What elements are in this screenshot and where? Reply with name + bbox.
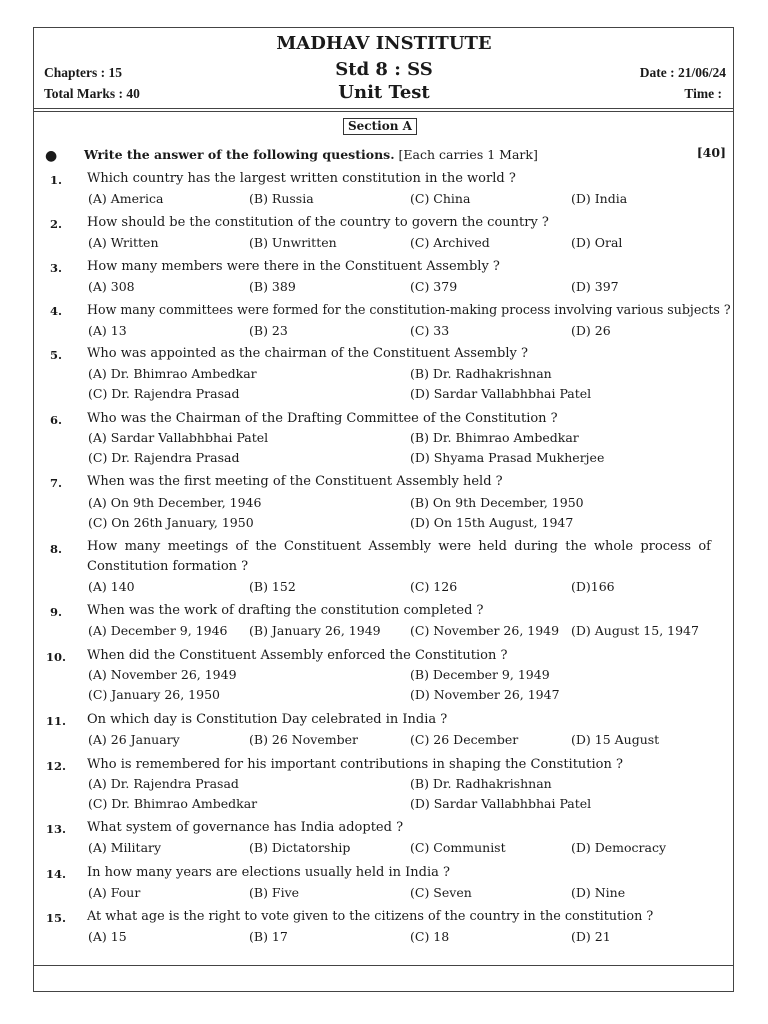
option-b: (B) 23 bbox=[249, 323, 288, 338]
section-instruction bbox=[84, 147, 538, 162]
question-number: 12. bbox=[45, 759, 66, 773]
header-divider-inner bbox=[33, 111, 734, 112]
question-text: At what age is the right to vote given to the citizens of the country in the constitution ? bbox=[87, 909, 654, 924]
question-number: 5. bbox=[49, 348, 62, 362]
option-d: (D)166 bbox=[571, 579, 615, 594]
question-text: In how many years are elections usually held in India ? bbox=[87, 865, 450, 880]
option-b: (B) Russia bbox=[249, 191, 314, 206]
option-b: (B) Dr. Bhimrao Ambedkar bbox=[410, 430, 579, 445]
option-c: (C) January 26, 1950 bbox=[88, 687, 220, 702]
question-number: 2. bbox=[49, 217, 62, 231]
option-c: (C) On 26th January, 1950 bbox=[88, 515, 254, 530]
option-d: (D) Nine bbox=[571, 885, 626, 900]
question-number: 11. bbox=[45, 714, 66, 728]
question-number: 14. bbox=[45, 867, 66, 881]
test-type: Unit Test bbox=[338, 82, 430, 103]
question-text: Which country has the largest written constitution in the world ? bbox=[87, 171, 516, 186]
option-c: (C) Dr. Rajendra Prasad bbox=[88, 386, 240, 401]
option-d: (D) Oral bbox=[571, 235, 623, 250]
question-text: When was the work of drafting the constitution completed ? bbox=[87, 603, 484, 618]
option-c: (C) Communist bbox=[410, 840, 506, 855]
option-c: (C) China bbox=[410, 191, 471, 206]
chapters-label: Chapters : 15 bbox=[44, 65, 122, 80]
option-a: (A) 140 bbox=[88, 579, 135, 594]
option-c: (C) Dr. Rajendra Prasad bbox=[88, 450, 240, 465]
option-a: (A) America bbox=[88, 191, 164, 206]
question-text: When was the first meeting of the Constituent Assembly held ? bbox=[87, 474, 503, 489]
question-number: 4. bbox=[49, 304, 62, 318]
instruction-note: [Each carries 1 Mark] bbox=[398, 147, 538, 162]
option-a: (A) December 9, 1946 bbox=[88, 623, 228, 638]
question-number: 13. bbox=[45, 822, 66, 836]
option-b: (B) Unwritten bbox=[249, 235, 337, 250]
option-c: (C) 379 bbox=[410, 279, 458, 294]
option-a: (A) 15 bbox=[88, 929, 127, 944]
option-b: (B) January 26, 1949 bbox=[249, 623, 381, 638]
option-d: (D) Sardar Vallabhbhai Patel bbox=[410, 796, 592, 811]
time-label: Time : bbox=[684, 86, 722, 101]
option-a: (A) Four bbox=[88, 885, 141, 900]
question-text: Who was the Chairman of the Drafting Committee of the Constitution ? bbox=[87, 411, 558, 426]
option-c: (C) Dr. Bhimrao Ambedkar bbox=[88, 796, 258, 811]
question-text: What system of governance has India adopted ? bbox=[87, 820, 404, 835]
question-text: On which day is Constitution Day celebrated in India ? bbox=[87, 712, 448, 727]
question-text: How many members were there in the Constituent Assembly ? bbox=[87, 259, 500, 274]
option-c: (C) 26 December bbox=[410, 732, 519, 747]
option-c: (C) November 26, 1949 bbox=[410, 623, 560, 638]
section-label: Section A bbox=[343, 118, 417, 135]
option-b: (B) 389 bbox=[249, 279, 296, 294]
option-a: (A) Sardar Vallabhbhai Patel bbox=[88, 430, 269, 445]
instruction-text: Write the answer of the following questions. bbox=[84, 147, 395, 162]
option-d: (D) 21 bbox=[571, 929, 611, 944]
option-a: (A) Dr. Bhimrao Ambedkar bbox=[88, 366, 257, 381]
option-b: (B) On 9th December, 1950 bbox=[410, 495, 584, 510]
option-b: (B) Dr. Radhakrishnan bbox=[410, 776, 552, 791]
question-number: 15. bbox=[45, 911, 66, 925]
standard-subject: Std 8 : SS bbox=[335, 59, 433, 80]
option-d: (D) On 15th August, 1947 bbox=[410, 515, 574, 530]
total-marks-label: Total Marks : 40 bbox=[44, 86, 140, 101]
option-b: (B) 26 November bbox=[249, 732, 358, 747]
option-c: (C) 126 bbox=[410, 579, 458, 594]
option-a: (A) 308 bbox=[88, 279, 135, 294]
option-a: (A) 13 bbox=[88, 323, 127, 338]
option-d: (D) August 15, 1947 bbox=[571, 623, 699, 638]
section-marks: [40] bbox=[696, 145, 726, 160]
option-b: (B) Dictatorship bbox=[249, 840, 351, 855]
bullet-icon: ● bbox=[45, 148, 58, 164]
question-number: 6. bbox=[49, 413, 62, 427]
option-d: (D) Shyama Prasad Mukherjee bbox=[410, 450, 605, 465]
question-text: How many committees were formed for the constitution-making process involving various subjects ? bbox=[87, 302, 731, 317]
option-d: (D) 397 bbox=[571, 279, 619, 294]
option-b: (B) 17 bbox=[249, 929, 288, 944]
option-d: (D) Sardar Vallabhbhai Patel bbox=[410, 386, 592, 401]
option-d: (D) Democracy bbox=[571, 840, 667, 855]
option-d: (D) November 26, 1947 bbox=[410, 687, 560, 702]
footer-divider bbox=[33, 965, 734, 966]
question-number: 1. bbox=[49, 173, 62, 187]
option-a: (A) On 9th December, 1946 bbox=[88, 495, 262, 510]
question-number: 3. bbox=[49, 261, 62, 275]
option-a: (A) Written bbox=[88, 235, 159, 250]
question-text: Who was appointed as the chairman of the Constituent Assembly ? bbox=[87, 346, 528, 361]
date-label: Date : 21/06/24 bbox=[639, 65, 726, 80]
question-text: How many meetings of the Constituent Assembly were held during the whole process of bbox=[87, 539, 711, 554]
option-d: (D) India bbox=[571, 191, 628, 206]
option-a: (A) November 26, 1949 bbox=[88, 667, 237, 682]
option-c: (C) Seven bbox=[410, 885, 472, 900]
question-number: 9. bbox=[49, 605, 62, 619]
question-number: 7. bbox=[49, 476, 62, 490]
question-number: 10. bbox=[45, 650, 66, 664]
question-text: Who is remembered for his important contributions in shaping the Constitution ? bbox=[87, 757, 623, 772]
option-c: (C) 33 bbox=[410, 323, 450, 338]
institute-name: MADHAV INSTITUTE bbox=[276, 33, 492, 54]
question-text: When did the Constituent Assembly enforced the Constitution ? bbox=[87, 648, 508, 663]
question-text: How should be the constitution of the country to govern the country ? bbox=[87, 215, 549, 230]
option-c: (C) 18 bbox=[410, 929, 450, 944]
option-c: (C) Archived bbox=[410, 235, 490, 250]
option-b: (B) Five bbox=[249, 885, 300, 900]
question-number: 8. bbox=[49, 542, 62, 556]
option-b: (B) 152 bbox=[249, 579, 296, 594]
option-b: (B) December 9, 1949 bbox=[410, 667, 550, 682]
option-d: (D) 15 August bbox=[571, 732, 660, 747]
option-b: (B) Dr. Radhakrishnan bbox=[410, 366, 552, 381]
option-a: (A) 26 January bbox=[88, 732, 180, 747]
question-text-continued: Constitution formation ? bbox=[87, 559, 249, 574]
option-d: (D) 26 bbox=[571, 323, 611, 338]
option-a: (A) Dr. Rajendra Prasad bbox=[88, 776, 239, 791]
option-a: (A) Military bbox=[88, 840, 162, 855]
header-divider bbox=[33, 108, 734, 109]
